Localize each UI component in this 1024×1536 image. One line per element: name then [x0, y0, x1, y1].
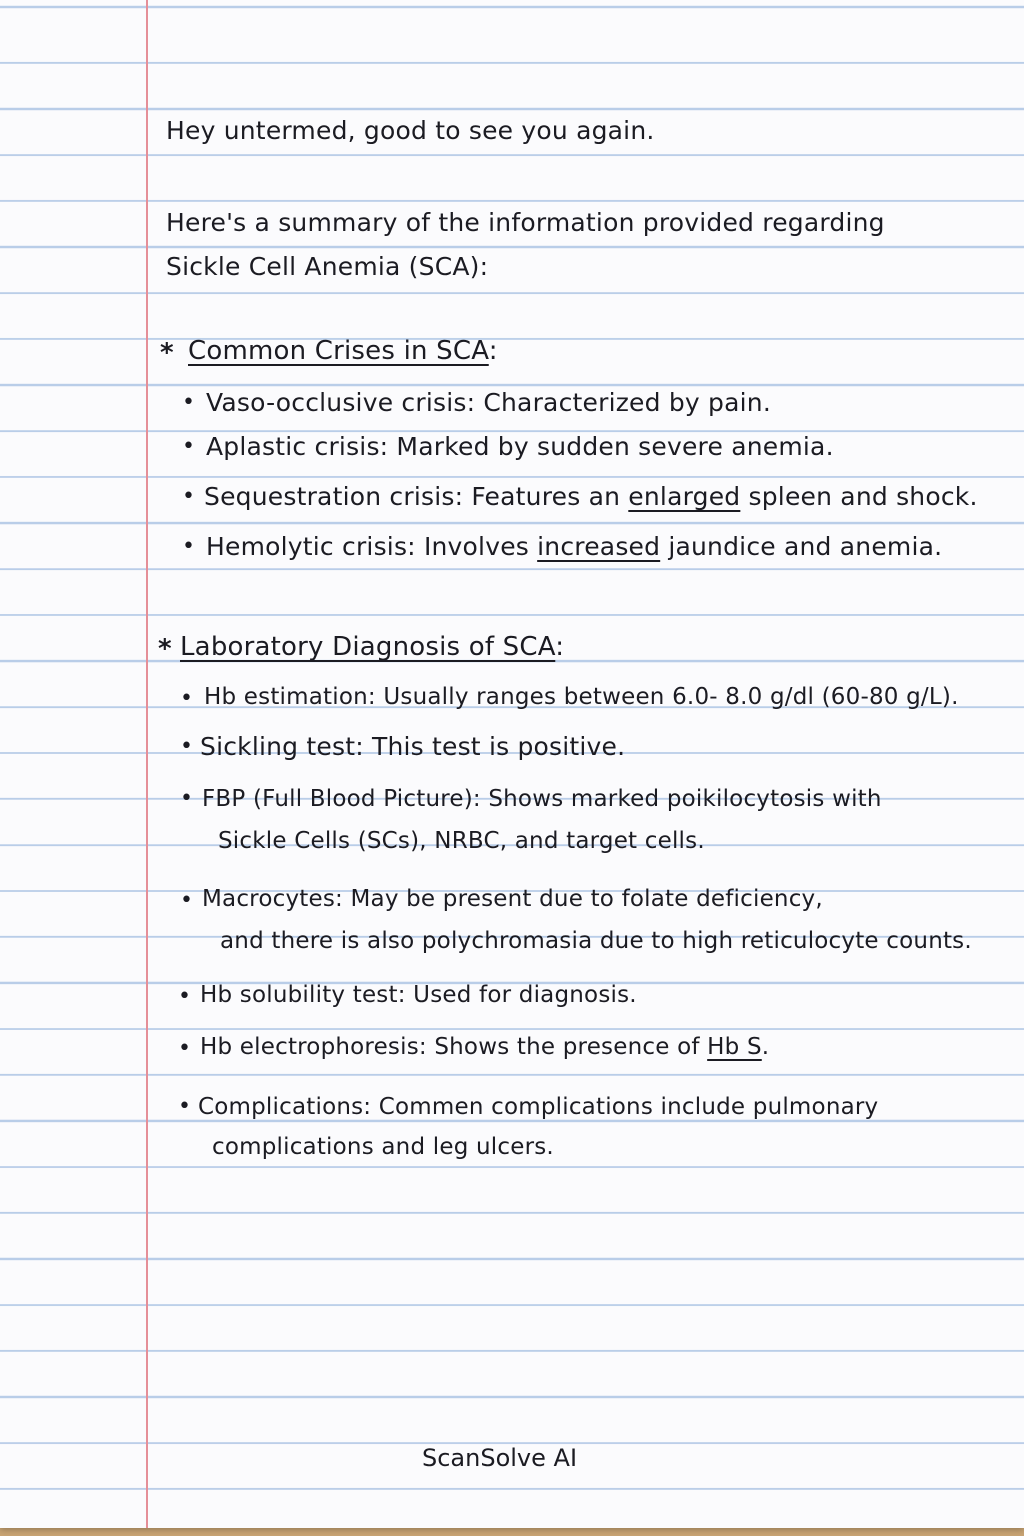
list-item-macrocytes-line-2: and there is also polychromasia due to high reticulocyte counts. — [220, 928, 972, 954]
list-item-complications-line-1: Complications: Commen complications include pulmonary — [198, 1094, 879, 1120]
sequestration-underlined: enlarged — [628, 482, 741, 511]
sequestration-text-after: spleen and shock. — [740, 482, 978, 511]
list-item-vaso-occlusive: Vaso-occlusive crisis: Characterized by pain. — [206, 388, 771, 417]
crises-heading — [188, 338, 498, 364]
bullet-marker: • — [178, 984, 191, 1009]
bullet-marker: • — [180, 888, 193, 913]
list-item-macrocytes-line-1: Macrocytes: May be present due to folate deficiency, — [202, 886, 823, 912]
electrophoresis-text-before: Hb electrophoresis: Shows the presence of — [200, 1034, 708, 1060]
bullet-marker: • — [182, 434, 195, 459]
list-item-hb-estimation: Hb estimation: Usually ranges between 6.0- 8.0 g/dl (60-80 g/L). — [204, 684, 959, 710]
list-item-fbp-line-1: FBP (Full Blood Picture): Shows marked poikilocytosis with — [202, 786, 882, 812]
list-item-sickling-test: Sickling test: This test is positive. — [200, 732, 626, 761]
bullet-marker: • — [180, 686, 193, 711]
intro-line-2: Sickle Cell Anemia (SCA): — [166, 252, 489, 281]
bullet-marker: • — [180, 786, 193, 811]
list-item-hemolytic — [206, 534, 942, 559]
crises-heading-colon: : — [488, 336, 498, 366]
lab-asterisk: * — [158, 634, 172, 664]
electrophoresis-underlined: Hb S — [707, 1034, 762, 1060]
bullet-marker: • — [182, 534, 195, 559]
crises-heading-text: Common Crises in SCA — [188, 336, 489, 366]
list-item-sequestration — [204, 484, 978, 509]
hemolytic-underlined: increased — [537, 532, 661, 561]
list-item-hb-electrophoresis — [200, 1036, 769, 1059]
bullet-marker: • — [180, 734, 193, 759]
list-item-fbp-line-2: Sickle Cells (SCs), NRBC, and target cells. — [218, 828, 705, 854]
list-item-complications-line-2: complications and leg ulcers. — [212, 1134, 554, 1160]
list-item-hb-solubility: Hb solubility test: Used for diagnosis. — [200, 982, 637, 1008]
sequestration-text-before: Sequestration crisis: Features an — [204, 482, 629, 511]
lab-heading-colon: : — [555, 632, 565, 662]
margin-line — [146, 0, 148, 1528]
bullet-marker: • — [182, 390, 195, 415]
greeting-text: Hey untermed, good to see you again. — [166, 116, 655, 145]
intro-line-1: Here's a summary of the information provided regarding — [166, 208, 885, 237]
lab-heading-text: Laboratory Diagnosis of SCA — [180, 632, 556, 662]
list-item-aplastic: Aplastic crisis: Marked by sudden severe anemia. — [206, 432, 834, 461]
brand-watermark: ScanSolve AI — [422, 1444, 578, 1472]
crises-asterisk: * — [160, 338, 174, 368]
bullet-marker: • — [182, 484, 195, 509]
bullet-marker: • — [178, 1094, 191, 1119]
bullet-marker: • — [178, 1036, 191, 1061]
electrophoresis-text-after: . — [761, 1034, 770, 1060]
hemolytic-text-after: jaundice and anemia. — [660, 532, 943, 561]
hemolytic-text-before: Hemolytic crisis: Involves — [206, 532, 538, 561]
lab-heading — [180, 634, 564, 660]
